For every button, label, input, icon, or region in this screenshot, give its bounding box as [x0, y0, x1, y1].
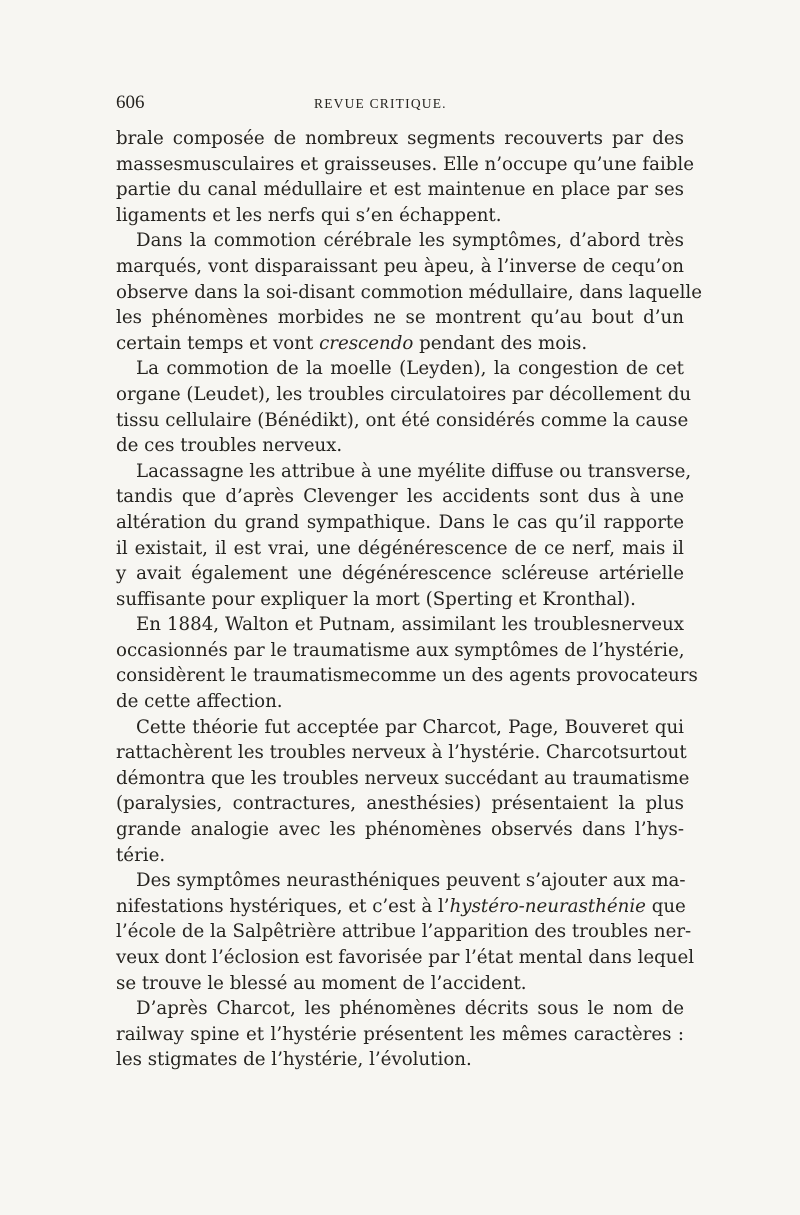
text-line: tissu cellulaire (Bénédikt), ont été considérés comme la cause: [116, 409, 689, 431]
running-head: [116, 92, 688, 118]
text-line: occasionnés par le traumatisme aux symptômes de l’hystérie,: [116, 639, 685, 661]
text-line: [116, 331, 684, 357]
italic-term: crescendo: [319, 332, 414, 354]
italic-term: hystéro-neurasthénie: [449, 895, 646, 917]
body-text: [116, 126, 702, 1073]
text-line: [116, 894, 684, 920]
text-line: Dans la commotion cérébrale les symptômes, d’abord très: [136, 230, 684, 252]
page-number: 606: [116, 92, 145, 113]
text-line: En 1884, Walton et Putnam, assimilant les troublesnerveux: [136, 614, 684, 636]
text-fragment: certain temps et vont: [116, 332, 320, 354]
text-line: l’école de la Salpêtrière attribue l’apparition des troubles ner-: [116, 921, 692, 943]
text-line: il existait, il est vrai, une dégénérescence de ce nerf, mais il: [116, 537, 684, 559]
text-line: considèrent le traumatismecomme un des agents provocateurs: [116, 665, 698, 687]
text-line: D’après Charcot, les phénomènes décrits sous le nom de: [136, 998, 684, 1020]
text-line: partie du canal médullaire et est maintenue en place par ses: [116, 179, 684, 201]
text-line: Lacassagne les attribue à une myélite diffuse ou transverse,: [136, 460, 692, 482]
text-line: rattachèrent les troubles nerveux à l’hystérie. Charcotsurtout: [116, 742, 687, 764]
text-line: tandis que d’après Clevenger les accidents sont dus à une: [116, 486, 684, 508]
text-line: veux dont l’éclosion est favorisée par l’état mental dans lequel: [116, 947, 695, 968]
text-line: brale composée de nombreux segments recouverts par des: [116, 128, 684, 149]
text-fragment: que: [645, 895, 686, 917]
text-line: les stigmates de l’hystérie, l’évolution.: [116, 1049, 472, 1071]
text-line: ligaments et les nerfs qui s’en échappent.: [116, 204, 502, 226]
text-line: de cette affection.: [116, 691, 283, 713]
text-line: grande analogie avec les phénomènes observés dans l’hys-: [116, 819, 684, 841]
text-line: observe dans la soi-disant commotion médullaire, dans laquelle: [116, 281, 702, 303]
text-line: organe (Leudet), les troubles circulatoires par décollement du: [116, 383, 692, 405]
text-line: se trouve le blessé au moment de l’accident.: [116, 972, 527, 994]
text-line: y avait également une dégénérescence scléreuse artérielle: [116, 563, 684, 585]
text-line: marqués, vont disparaissant peu àpeu, à l’inverse de cequ’on: [116, 255, 684, 277]
text-line: suffisante pour expliquer la mort (Sperting et Kronthal).: [116, 588, 636, 610]
text-fragment: pendant des mois.: [413, 332, 588, 354]
running-title: REVUE CRITIQUE.: [314, 96, 447, 111]
text-line: railway spine et l’hystérie présentent les mêmes caractères :: [116, 1023, 684, 1045]
text-line: démontra que les troubles nerveux succédant au traumatisme: [116, 767, 690, 789]
text-line: massesmusculaires et graisseuses. Elle n’occupe qu’une faible: [116, 153, 694, 175]
text-line: térie.: [116, 844, 166, 866]
text-line: de ces troubles nerveux.: [116, 435, 343, 457]
text-fragment: nifestations hystériques, et c’est à l’: [116, 895, 450, 917]
text-line: Des symptômes neurasthéniques peuvent s’ajouter aux ma-: [136, 870, 686, 892]
text-line: altération du grand sympathique. Dans le cas qu’il rapporte: [116, 511, 684, 533]
text-line: (paralysies, contractures, anesthésies) présentaient la plus: [116, 793, 684, 815]
text-line: les phénomènes morbides ne se montrent qu’au bout d’un: [116, 307, 684, 329]
text-line: La commotion de la moelle (Leyden), la congestion de cet: [136, 358, 684, 380]
text-line: Cette théorie fut acceptée par Charcot, Page, Bouveret qui: [136, 716, 684, 738]
